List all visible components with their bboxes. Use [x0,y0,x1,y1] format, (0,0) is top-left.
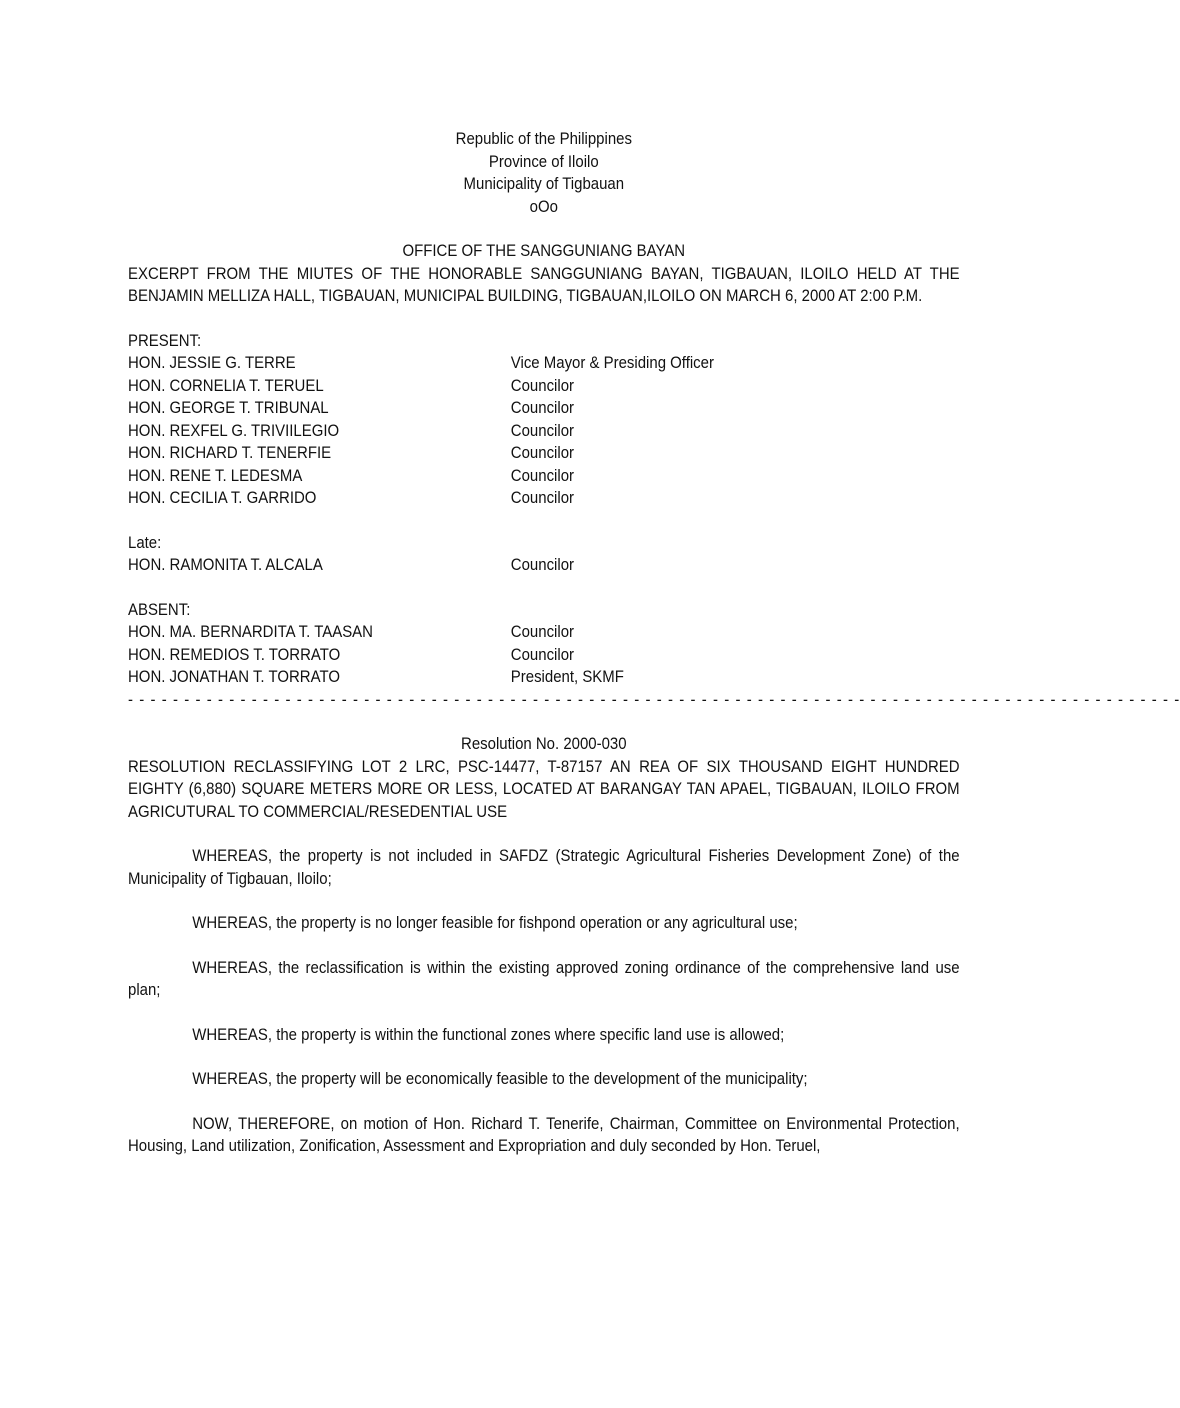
letterhead-municipality: Municipality of Tigbauan [463,174,625,193]
attendee-name: HON. CORNELIA T. TERUEL [128,375,324,395]
whereas-paragraph: WHEREAS, the reclassification is within the existing approved zoning ordinance of the comprehensive land use plan; [128,957,960,999]
attendee-name: HON. CECILIA T. GARRIDO [128,488,317,507]
letterhead [128,128,960,218]
attendee-name: HON. RICHARD T. TENERFIE [128,443,332,462]
late-label: Late: [128,532,162,552]
attendee-row [128,375,960,398]
attendee-row [128,442,960,465]
attendee-row [128,621,960,644]
attendee-row [128,352,960,375]
attendee-name: HON. RAMONITA T. ALCALA [128,555,323,574]
letterhead-ornament: oOo [529,196,558,216]
attendee-row [128,644,960,667]
attendee-role: Councilor [510,420,574,440]
attendee-name: HON. GEORGE T. TRIBUNAL [128,398,329,417]
minutes-excerpt: EXCERPT FROM THE MIUTES OF THE HONORABLE SANGGUNIANG BAYAN, TIGBAUAN, ILOILO HELD AT THE BENJAMIN MELLIZA HALL, TIGBAUAN, MUNICIPAL BUILDING, TIGBAUAN,ILOILO ON MARCH 6, 2000 AT 2:00 P.M. [128,263,960,305]
attendee-row [128,487,960,510]
attendee-name: HON. REXFEL G. TRIVIILEGIO [128,420,340,440]
attendee-role: Vice Mayor & Presiding Officer [510,353,714,372]
whereas-paragraph: WHEREAS, the property is within the functional zones where specific land use is allowed; [192,1024,785,1044]
attendee-role: Councilor [510,644,574,664]
document-page [128,128,1180,1158]
attendee-name: HON. JONATHAN T. TORRATO [128,667,340,686]
attendee-row [128,666,960,689]
resolution-number: Resolution No. 2000-030 [461,734,627,753]
present-label: PRESENT: [128,330,202,350]
office-title: OFFICE OF THE SANGGUNIANG BAYAN [402,241,686,260]
attendee-name: HON. REMEDIOS T. TORRATO [128,644,341,664]
attendee-role: Councilor [510,375,574,395]
present-section [128,330,960,510]
attendee-role: Councilor [510,465,574,485]
attendee-role: Councilor [510,555,574,574]
letterhead-country: Republic of the Philippines [455,129,632,148]
attendee-role: Councilor [510,398,574,417]
absent-label: ABSENT: [128,599,191,619]
attendee-row [128,554,960,577]
attendee-role: Councilor [510,622,574,641]
attendee-name: HON. MA. BERNARDITA T. TAASAN [128,622,373,641]
attendee-name: HON. JESSIE G. TERRE [128,353,296,372]
letterhead-province: Province of Iloilo [488,151,599,171]
attendee-row [128,465,960,488]
attendee-row [128,420,960,443]
dashed-divider: - - - - - - - - - - - - - - - - - - - - - - - - - - - - - - - - - - - - - - - - - - - - - - - - - - - - - - - - - - - - - - - - - - - - - - - - - - - - - - - - - - - - - - - - - - - - - - [128,689,1180,709]
resolution-title: RESOLUTION RECLASSIFYING LOT 2 LRC, PSC-14477, T-87157 AN REA OF SIX THOUSAND EIGHT HUNDRED EIGHTY (6,880) SQUARE METERS MORE OR LESS, LOCATED AT BARANGAY TAN APAEL, TIGBAUAN, ILOILO FROM AGRICUTURAL TO COMMERCIAL/RESEDENTIAL USE [128,756,960,821]
absent-section [128,599,960,689]
attendee-role: Councilor [510,488,574,507]
whereas-paragraph: WHEREAS, the property is no longer feasible for fishpond operation or any agricultural use; [192,913,798,932]
whereas-paragraph: WHEREAS, the property is not included in SAFDZ (Strategic Agricultural Fisheries Development Zone) of the Municipality of Tigbauan, Iloilo; [128,846,960,888]
attendee-name: HON. RENE T. LEDESMA [128,465,303,485]
whereas-paragraph: WHEREAS, the property will be economically feasible to the development of the municipality; [192,1069,808,1088]
late-section [128,532,960,577]
resolving-paragraph: NOW, THEREFORE, on motion of Hon. Richard T. Tenerife, Chairman, Committee on Environmental Protection, Housing, Land utilization, Zonification, Assessment and Expropriation and duly seconded by Hon. Teruel, [128,1113,960,1155]
attendee-role: President, SKMF [510,667,624,686]
attendee-role: Councilor [510,443,574,462]
attendee-row [128,397,960,420]
